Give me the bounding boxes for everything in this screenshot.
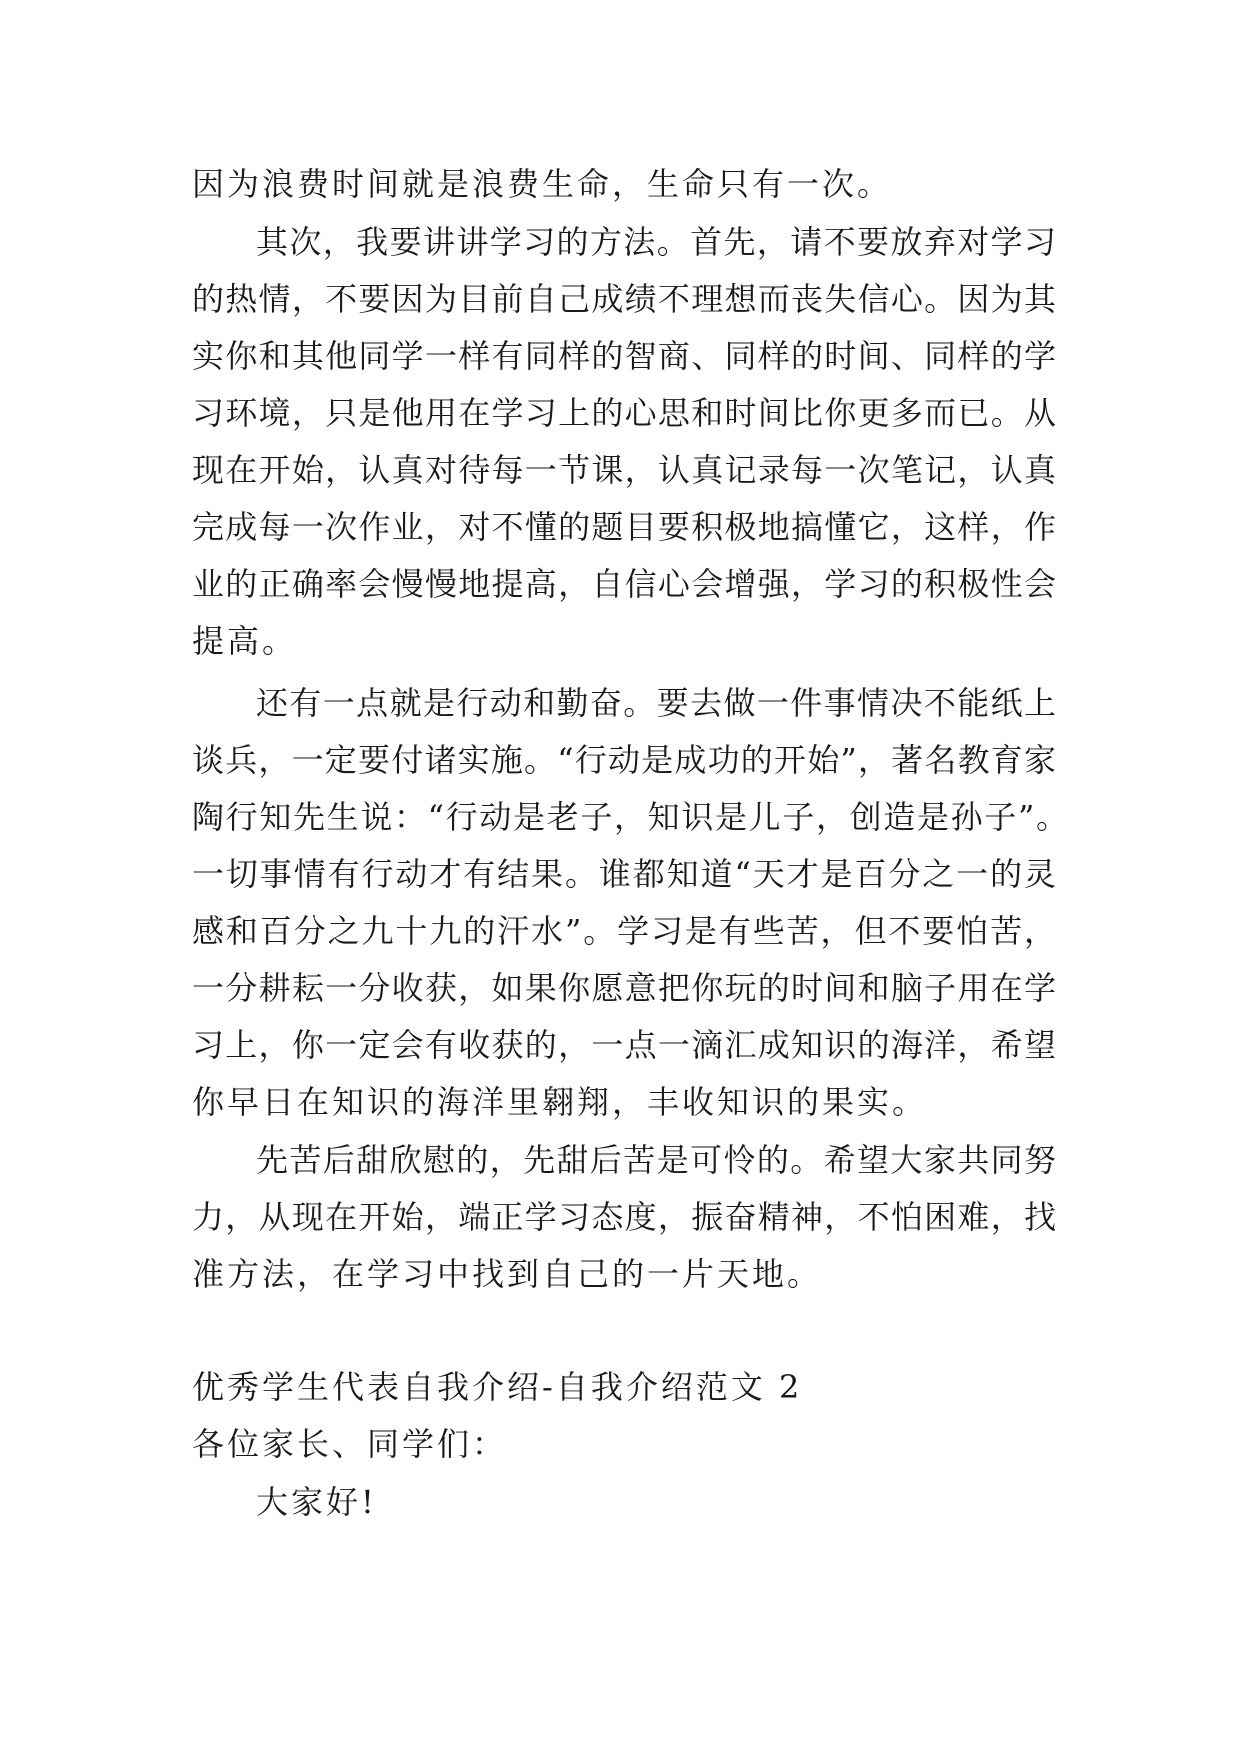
- paragraph-line: 习环境，只是他用在学习上的心思和时间比你更多而已。从: [192, 394, 1056, 432]
- paragraph-line: 感和百分之九十九的汗水”。学习是有些苦，但不要怕苦，: [192, 912, 1056, 950]
- paragraph-line: 提高。: [192, 622, 298, 660]
- paragraph-line: 因为浪费时间就是浪费生命，生命只有一次。: [192, 165, 893, 203]
- paragraph-line: 习上，你一定会有收获的，一点一滴汇成知识的海洋，希望: [192, 1026, 1056, 1064]
- paragraph-line: 一切事情有行动才有结果。谁都知道“天才是百分之一的灵: [192, 855, 1056, 893]
- paragraph-line: 业的正确率会慢慢地提高，自信心会增强，学习的积极性会: [192, 565, 1056, 603]
- paragraph-line: 的热情，不要因为目前自己成绩不理想而丧失信心。因为其: [192, 280, 1056, 318]
- greeting: 大家好!: [256, 1483, 377, 1521]
- section-title: 优秀学生代表自我介绍-自我介绍范文 2: [192, 1368, 803, 1406]
- paragraph-line: 实你和其他同学一样有同样的智商、同样的时间、同样的学: [192, 337, 1056, 375]
- paragraph-line: 其次，我要讲讲学习的方法。首先，请不要放弃对学习: [256, 223, 1056, 261]
- paragraph-line: 一分耕耘一分收获，如果你愿意把你玩的时间和脑子用在学: [192, 969, 1056, 1007]
- paragraph-line: 谈兵，一定要付诸实施。“行动是成功的开始”，著名教育家: [192, 741, 1056, 779]
- paragraph-line: 你早日在知识的海洋里翱翔，丰收知识的果实。: [192, 1083, 928, 1121]
- paragraph-line: 准方法，在学习中找到自己的一片天地。: [192, 1255, 823, 1293]
- salutation: 各位家长、同学们：: [192, 1425, 508, 1463]
- paragraph-line: 陶行知先生说：“行动是老子，知识是儿子，创造是孙子”。: [192, 798, 1068, 836]
- paragraph-line: 力，从现在开始，端正学习态度，振奋精神，不怕困难，找: [192, 1198, 1056, 1236]
- paragraph-line: 现在开始，认真对待每一节课，认真记录每一次笔记，认真: [192, 451, 1056, 489]
- paragraph-line: 还有一点就是行动和勤奋。要去做一件事情决不能纸上: [256, 684, 1056, 722]
- paragraph-line: 完成每一次作业，对不懂的题目要积极地搞懂它，这样，作: [192, 508, 1056, 546]
- paragraph-line: 先苦后甜欣慰的，先甜后苦是可怜的。希望大家共同努: [256, 1141, 1056, 1179]
